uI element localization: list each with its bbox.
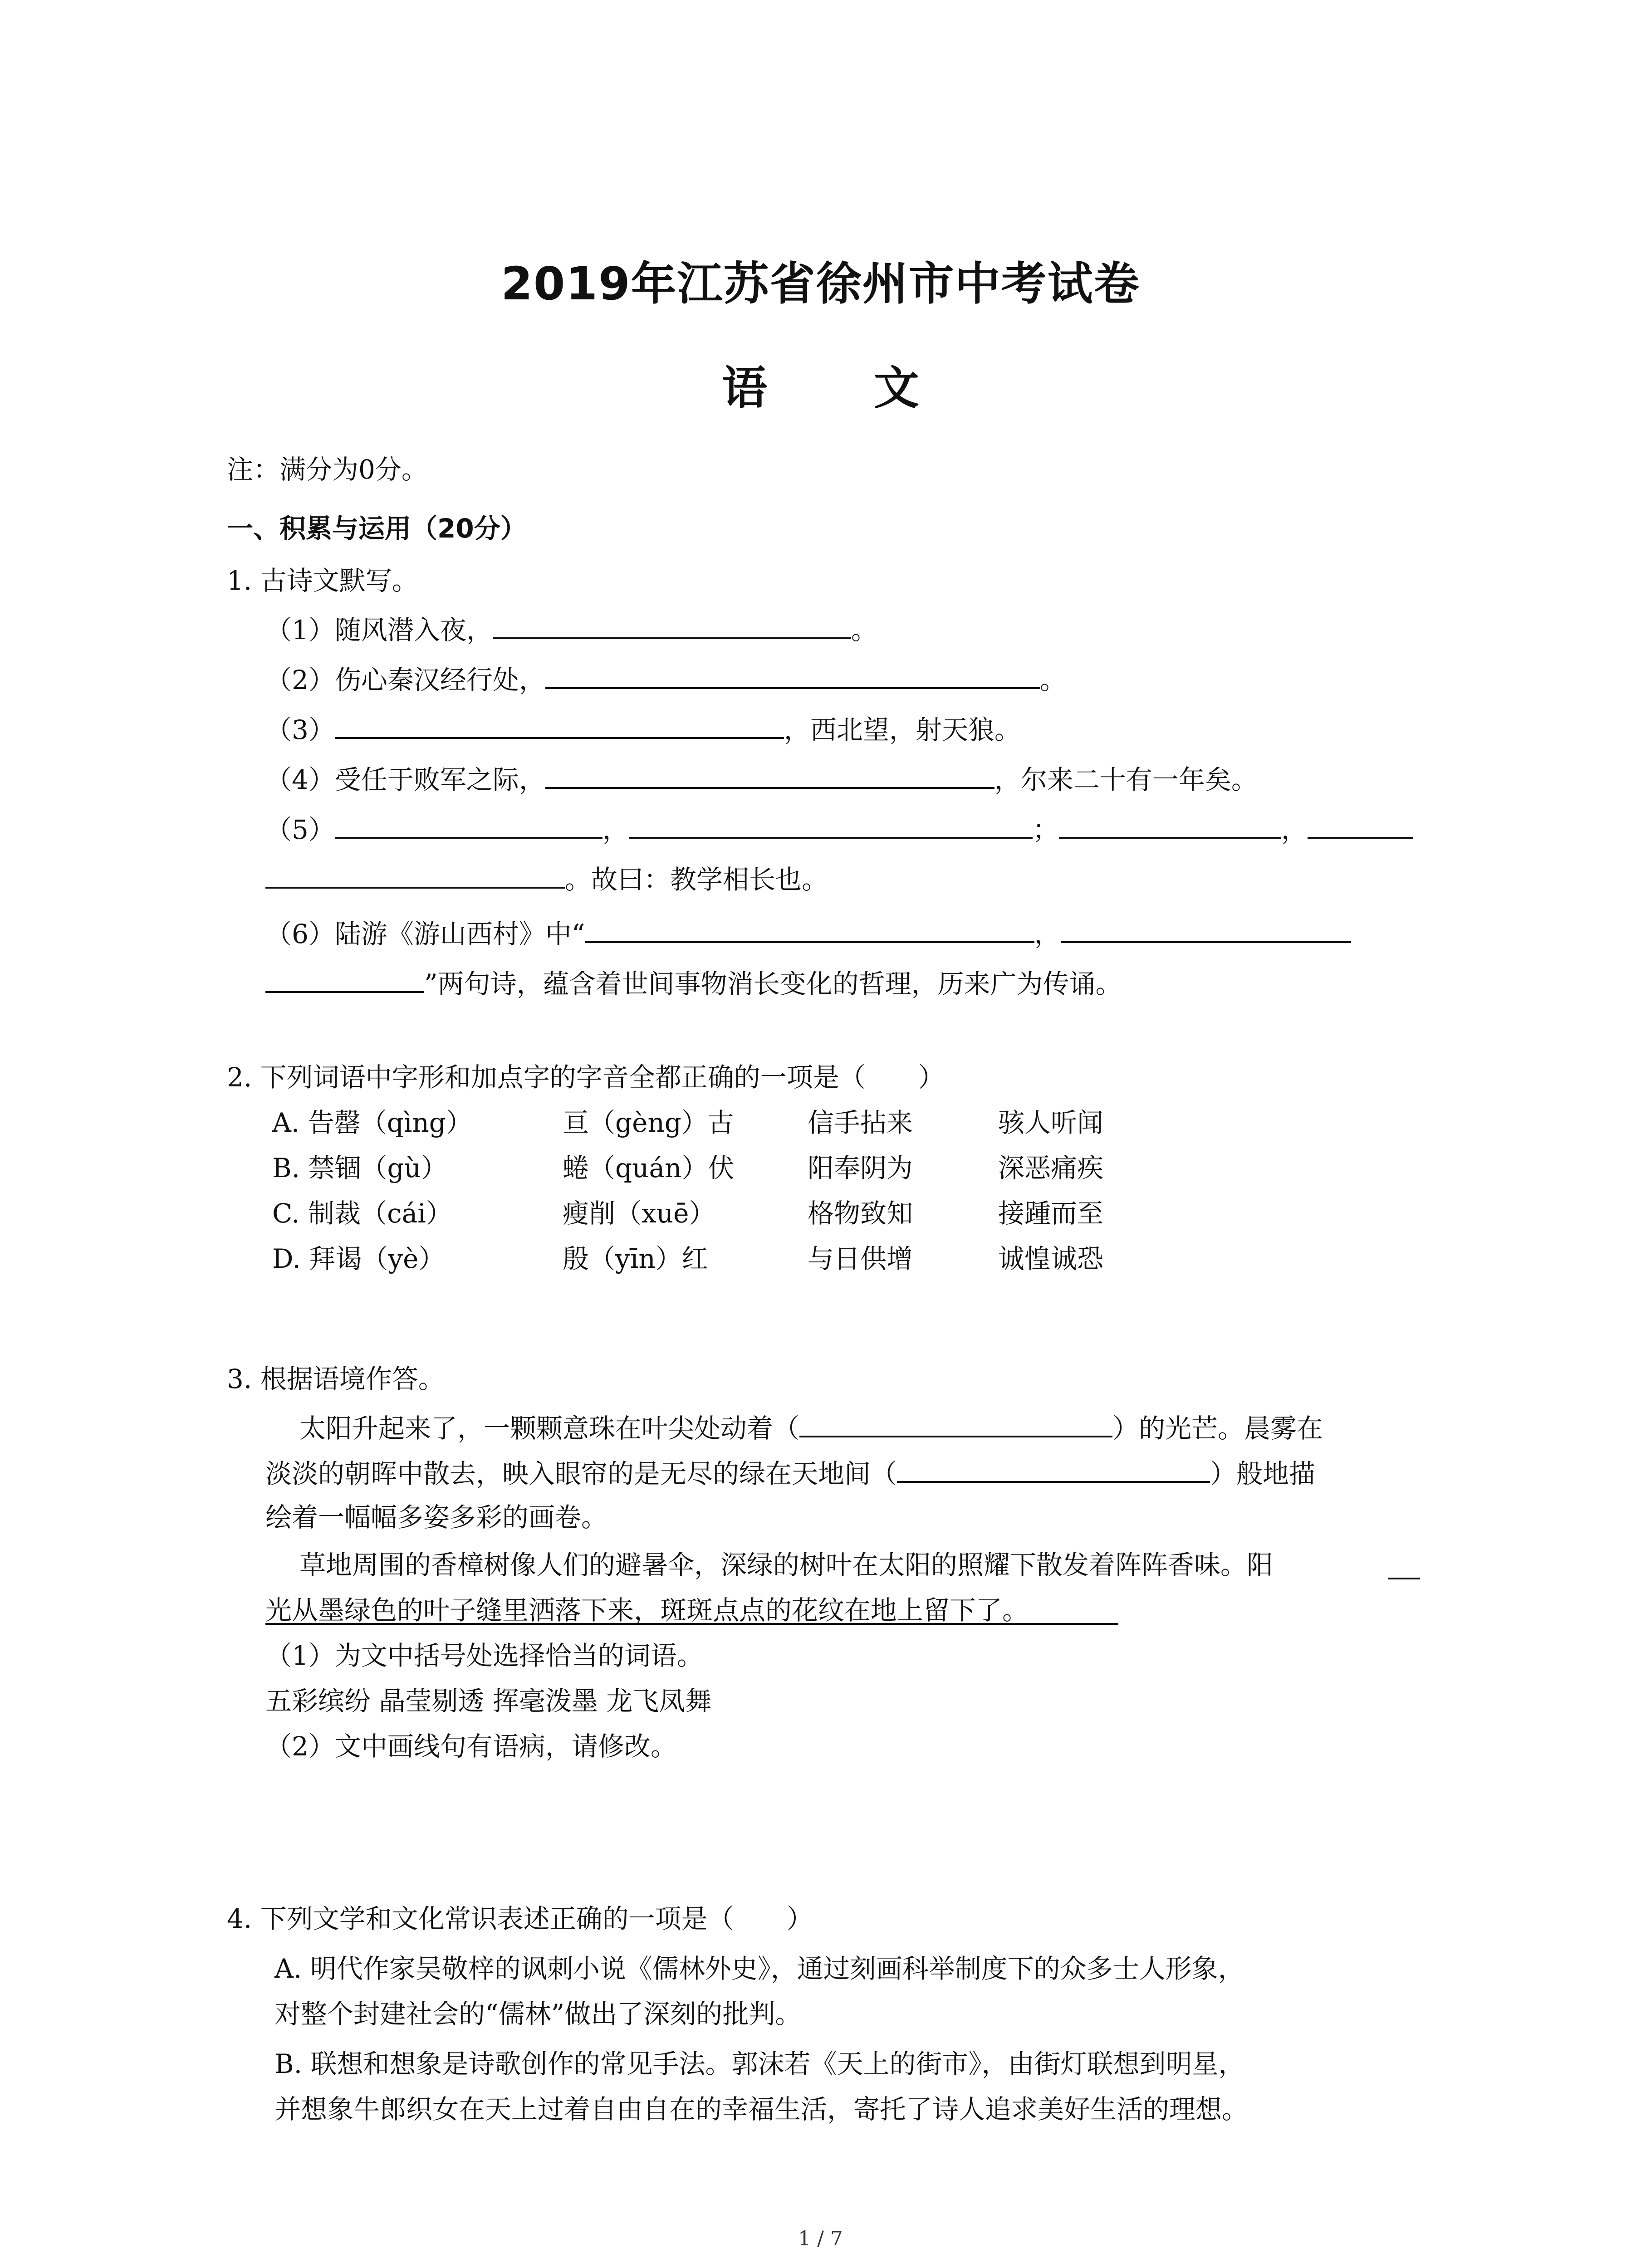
answer-blank[interactable]	[629, 810, 1033, 839]
q1-item-3-text: （3）	[265, 714, 335, 745]
q1-item-3-end: ，西北望，射天狼。	[784, 714, 1021, 745]
underline-mark	[1388, 1578, 1420, 1579]
q3-word-options: 五彩缤纷 晶莹剔透 挥毫泼墨 龙飞凤舞	[265, 1686, 712, 1716]
q1-item-1-text: （1）随风潜入夜，	[265, 615, 493, 645]
answer-blank[interactable]	[799, 1408, 1112, 1437]
punct: ，	[1034, 919, 1061, 949]
q1-item-6	[265, 914, 1351, 952]
subject-title: 语 文	[722, 362, 965, 415]
q1-item-2-text: （2）伤心秦汉经行处，	[265, 665, 545, 695]
q3-text: 太阳升起来了，一颗颗意珠在叶尖处动着（	[299, 1413, 800, 1444]
answer-blank[interactable]	[897, 1454, 1210, 1483]
q2-option-cell: 深恶痛疾	[998, 1153, 1104, 1183]
q1-item-1-end: 。	[851, 615, 877, 645]
q2-option-cell: 信手拈来	[808, 1107, 913, 1138]
q1-item-5-cont	[265, 860, 828, 898]
q3-para-line-1	[299, 1408, 1323, 1447]
exam-title: 2019年江苏省徐州市中考试卷	[501, 257, 1140, 310]
q1-item-4-end: ，尔来二十有一年矣。	[994, 764, 1258, 795]
q1-item-4-text: （4）受任于败军之际，	[265, 764, 545, 795]
q2-option-cell: 亘（gèng）古	[563, 1107, 734, 1138]
answer-blank[interactable]	[585, 914, 1034, 943]
q2-option-cell: 瘦削（xuē）	[563, 1198, 715, 1229]
q2-option-cell: B. 禁锢（gù）	[272, 1153, 447, 1183]
answer-blank[interactable]	[1059, 810, 1281, 839]
q1-stem: 1. 古诗文默写。	[227, 565, 418, 596]
section-heading: 一、积累与运用（20分）	[227, 513, 527, 544]
answer-blank[interactable]	[545, 660, 1040, 689]
q1-item-6-cont	[265, 964, 1122, 1002]
q2-option-cell: 蜷（quán）伏	[563, 1153, 735, 1183]
q2-option-cell: 骇人听闻	[998, 1107, 1104, 1138]
answer-blank[interactable]	[545, 760, 994, 789]
q2-stem: 2. 下列词语中字形和加点字的字音全都正确的一项是（ ）	[227, 1062, 945, 1093]
q1-item-3	[265, 710, 1021, 748]
punct: ；	[1032, 814, 1059, 845]
q3-text: 淡淡的朝晖中散去，映入眼帘的是无尽的绿在天地间（	[265, 1458, 897, 1489]
q2-option-cell: 阳奉阴为	[808, 1153, 913, 1183]
q1-item-5	[265, 810, 1413, 848]
answer-blank[interactable]	[1061, 914, 1351, 943]
q1-item-2	[265, 660, 1066, 698]
q1-item-2-end: 。	[1039, 665, 1066, 695]
q4-option-a-line-1: A. 明代作家吴敬梓的讽刺小说《儒林外史》，通过刻画科举制度下的众多士人形象，	[274, 1953, 1244, 1984]
page-number: 1 / 7	[798, 2227, 843, 2250]
q2-option-cell: D. 拜谒（yè）	[272, 1243, 445, 1274]
q2-option-cell: 与日供增	[808, 1243, 913, 1274]
q2-option-cell: A. 告罄（qìng）	[272, 1107, 472, 1138]
underline-mark	[265, 1623, 1118, 1625]
q1-item-6-text: （6）陆游《游山西村》中“	[265, 919, 585, 949]
note-line: 注：满分为0分。	[227, 454, 428, 485]
q4-option-b-line-2: 并想象牛郎织女在天上过着自由自在的幸福生活，寄托了诗人追求美好生活的理想。	[274, 2094, 1249, 2125]
q3-text: ）般地描	[1210, 1458, 1316, 1489]
q3-stem: 3. 根据语境作答。	[227, 1364, 445, 1394]
answer-blank[interactable]	[1308, 810, 1413, 839]
q2-option-cell: 格物致知	[808, 1198, 913, 1229]
q4-stem: 4. 下列文学和文化常识表述正确的一项是（ ）	[227, 1903, 813, 1934]
q1-item-4	[265, 760, 1258, 798]
q3-sub-1: （1）为文中括号处选择恰当的词语。	[265, 1640, 703, 1671]
q3-text: ）的光芒。晨雾在	[1112, 1413, 1323, 1444]
q1-item-1	[265, 610, 877, 648]
q3-sub-2: （2）文中画线句有语病，请修改。	[265, 1731, 677, 1762]
q3-para-line-2	[265, 1454, 1315, 1492]
answer-blank[interactable]	[335, 710, 784, 739]
q2-option-cell: 殷（yīn）红	[563, 1243, 708, 1274]
answer-blank[interactable]	[265, 860, 565, 889]
answer-blank[interactable]	[493, 610, 851, 639]
punct: ，	[602, 814, 629, 845]
q2-option-cell: C. 制裁（cái）	[272, 1198, 452, 1229]
q4-option-b-line-1: B. 联想和想象是诗歌创作的常见手法。郭沫若《天上的街市》，由街灯联想到明星，	[274, 2048, 1245, 2079]
q2-option-cell: 诚惶诚恐	[998, 1243, 1104, 1274]
q3-para-line-4: 草地周围的香樟树像人们的避暑伞，深绿的树叶在太阳的照耀下散发着阵阵香味。阳	[299, 1549, 1274, 1580]
q2-option-cell: 接踵而至	[998, 1198, 1104, 1229]
q3-para-line-3: 绘着一幅幅多姿多彩的画卷。	[265, 1502, 608, 1533]
q1-item-6-end: ”两句诗，蕴含着世间事物消长变化的哲理，历来广为传诵。	[424, 968, 1122, 999]
punct: ，	[1281, 814, 1308, 845]
q4-option-a-line-2: 对整个封建社会的“儒林”做出了深刻的批判。	[274, 1999, 802, 2029]
q1-item-5-end: 。故曰：教学相长也。	[565, 864, 828, 895]
answer-blank[interactable]	[335, 810, 603, 839]
answer-blank[interactable]	[265, 964, 424, 993]
q3-para-line-5: 光从墨绿色的叶子缝里洒落下来，斑斑点点的花纹在地上留下了。	[265, 1595, 1029, 1626]
q1-item-5-text: （5）	[265, 814, 335, 845]
